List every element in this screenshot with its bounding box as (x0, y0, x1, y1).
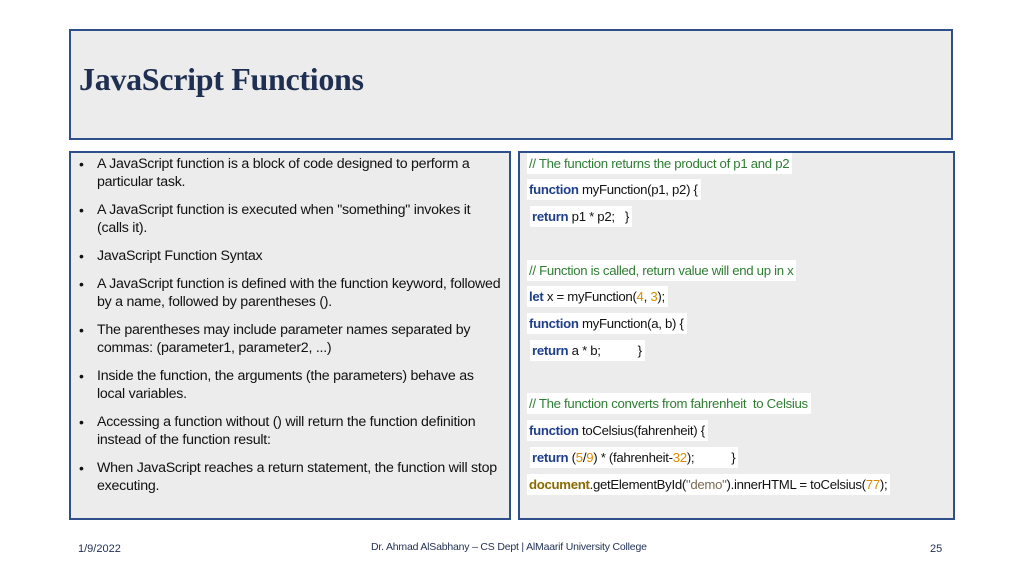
bullet-item: • Accessing a function without () will return the function definition instead of the function result: (79, 414, 476, 448)
bullet-panel (69, 151, 511, 520)
code-comment: // Function is called, return value will end up in x (527, 260, 796, 281)
bullet-dot-icon: • (79, 248, 84, 264)
bullet-item: • Inside the function, the arguments (the parameters) behave as local variables. (79, 368, 474, 402)
bullet-item: • When JavaScript reaches a return statement, the function will stop executing. (79, 460, 497, 494)
code-document-line: document.getElementById("demo").innerHTML = toCelsius(77); (527, 474, 890, 495)
bullet-item: • A JavaScript function is defined with the function keyword, followed by a name, followed by parentheses (). (79, 276, 501, 310)
bullet-dot-icon: • (79, 156, 84, 172)
bullet-item: • JavaScript Function Syntax (79, 248, 263, 264)
footer-date: 1/9/2022 (78, 543, 121, 555)
bullet-dot-icon: • (79, 202, 84, 218)
code-return-line: return p1 * p2; } (530, 206, 632, 227)
code-function-decl: function myFunction(p1, p2) { (527, 179, 701, 200)
slide-title: JavaScript Functions (79, 61, 364, 97)
code-call-line: let x = myFunction(4, 3); (527, 286, 668, 307)
footer-author: Dr. Ahmad AlSabhany – CS Dept | AlMaarif University College (371, 541, 647, 553)
code-return-line: return a * b; } (530, 340, 645, 361)
code-comment: // The function returns the product of p1 and p2 (527, 153, 792, 174)
bullet-item: • A JavaScript function is a block of code designed to perform a particular task. (79, 156, 470, 190)
code-function-decl: function myFunction(a, b) { (527, 313, 687, 334)
bullet-list (77, 155, 503, 505)
code-function-decl: function toCelsius(fahrenheit) { (527, 420, 708, 441)
title-box (69, 29, 953, 140)
bullet-item: • A JavaScript function is executed when "something" invokes it (calls it). (79, 202, 471, 236)
page-number: 25 (930, 543, 943, 555)
bullet-dot-icon: • (79, 276, 84, 292)
code-panel (518, 151, 955, 520)
bullet-dot-icon: • (79, 322, 84, 338)
code-comment: // The function converts from fahrenheit to Celsius (527, 393, 811, 414)
code-return-line: return (5/9) * (fahrenheit-32); } (530, 447, 738, 468)
bullet-item: • The parentheses may include parameter names separated by commas: (parameter1, parameter2, ...) (79, 322, 471, 356)
bullet-dot-icon: • (79, 414, 84, 430)
bullet-dot-icon: • (79, 460, 84, 476)
bullet-dot-icon: • (79, 368, 84, 384)
